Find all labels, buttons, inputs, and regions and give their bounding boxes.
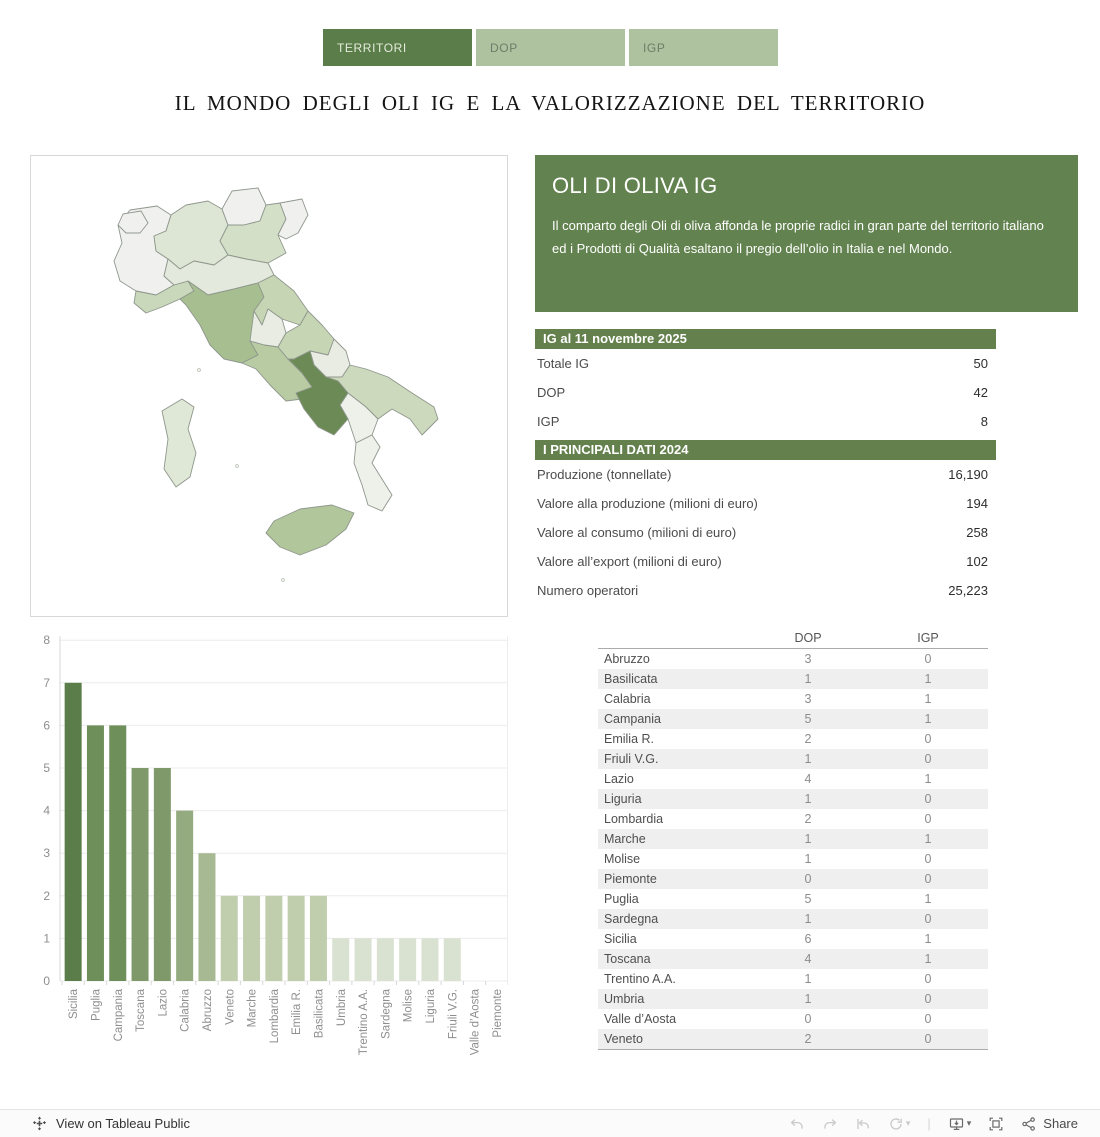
cell-dop: 4 (804, 952, 812, 966)
share-button[interactable] (1021, 1116, 1078, 1132)
stat-value: 42 (973, 385, 988, 400)
x-tick-label: Piemonte (491, 989, 504, 1038)
x-tick-label: Campania (112, 989, 125, 1042)
stat-value: 102 (966, 554, 988, 569)
table-row[interactable] (598, 849, 988, 869)
section-header-ig: IG al 11 novembre 2025 (535, 329, 996, 349)
cell-igp: 1 (924, 832, 932, 846)
table-row[interactable] (598, 1009, 988, 1029)
cell-region: Veneto (604, 1032, 643, 1046)
section-header-dati: I PRINCIPALI DATI 2024 (535, 440, 996, 460)
info-panel-body: Il comparto degli Oli di oliva affonda le proprie radici in gran parte del territorio italiano ed i Prodotti di Qualità esaltano il pregio dell’olio in Italia e nel Mondo. (552, 218, 1044, 257)
tab-igp[interactable]: IGP (629, 29, 778, 66)
fullscreen-button[interactable] (988, 1116, 1004, 1132)
x-tick-label: Valle d’Aosta (469, 989, 482, 1056)
replay-icon (855, 1116, 871, 1132)
cell-dop: 5 (804, 712, 812, 726)
refresh-caret-icon: ▾ (905, 1118, 911, 1128)
replay-button[interactable] (855, 1116, 871, 1132)
cell-region: Friuli V.G. (604, 752, 659, 766)
map-small-island (197, 368, 200, 371)
toolbar-separator: | (927, 1116, 931, 1131)
redo-button[interactable] (822, 1116, 838, 1132)
bar-sardegna[interactable] (377, 938, 394, 981)
table-row[interactable] (598, 949, 988, 969)
table-row[interactable] (598, 689, 988, 709)
table-row[interactable] (598, 749, 988, 769)
x-tick-label: Umbria (335, 989, 348, 1027)
cell-region: Emilia R. (604, 732, 655, 746)
x-tick-label: Marche (246, 989, 259, 1028)
undo-icon (789, 1116, 805, 1132)
cell-region: Sardegna (604, 912, 659, 926)
table-row[interactable] (598, 669, 988, 689)
cell-igp: 1 (924, 712, 932, 726)
cell-region: Puglia (604, 892, 639, 906)
cell-region: Lombardia (604, 812, 664, 826)
toolbar-buttons (789, 1116, 1078, 1132)
cell-igp: 0 (924, 1032, 932, 1046)
cell-dop: 1 (804, 832, 812, 846)
cell-igp: 0 (924, 752, 932, 766)
x-tick-label: Sardegna (380, 989, 393, 1039)
stat-row[interactable] (535, 489, 996, 518)
cell-igp: 1 (924, 672, 932, 686)
cell-igp: 0 (924, 972, 932, 986)
table-row[interactable] (598, 709, 988, 729)
x-tick-label: Lazio (157, 989, 170, 1017)
cell-region: Basilicata (604, 672, 658, 686)
bar-toscana[interactable] (132, 768, 149, 981)
region-table-body (598, 649, 988, 1050)
bar-veneto[interactable] (221, 896, 238, 981)
column-header-dop: DOP (794, 631, 822, 645)
cell-dop: 2 (804, 812, 812, 826)
stat-label: Valore all’export (milioni di euro) (537, 554, 722, 569)
x-tick-label: Lombardia (268, 989, 281, 1044)
map-small-island (281, 578, 284, 581)
cell-region: Sicilia (604, 932, 637, 946)
stat-label: Numero operatori (537, 583, 639, 598)
stat-value: 194 (966, 496, 988, 511)
x-tick-label: Emilia R. (291, 989, 304, 1036)
stat-row[interactable] (535, 576, 996, 605)
cell-region: Molise (604, 852, 641, 866)
cell-dop: 1 (804, 752, 812, 766)
undo-button[interactable] (789, 1116, 805, 1132)
bar-campania[interactable] (109, 725, 126, 981)
y-tick-label: 3 (43, 846, 50, 861)
table-row[interactable] (598, 989, 988, 1009)
bar-calabria[interactable] (176, 811, 193, 981)
stat-label: Valore al consumo (milioni di euro) (537, 525, 737, 540)
table-row[interactable] (598, 729, 988, 749)
italy-map-card (30, 155, 508, 617)
cell-igp: 0 (924, 812, 932, 826)
stat-row[interactable] (535, 547, 996, 576)
x-tick-label: Puglia (90, 989, 103, 1021)
table-row[interactable] (598, 829, 988, 849)
table-row[interactable] (598, 889, 988, 909)
info-panel-heading: OLI DI OLIVA IG (552, 173, 718, 198)
table-row[interactable] (598, 1029, 988, 1049)
cell-igp: 1 (924, 952, 932, 966)
toolbar (0, 1109, 1100, 1137)
cell-igp: 0 (924, 852, 932, 866)
stat-value: 16,190 (948, 467, 988, 482)
region-table (598, 628, 988, 1050)
cell-region: Toscana (604, 952, 651, 966)
bar-sicilia[interactable] (65, 683, 82, 981)
cell-dop: 2 (804, 1032, 812, 1046)
refresh-button[interactable] (888, 1116, 911, 1132)
x-tick-label: Liguria (424, 989, 437, 1024)
cell-region: Trentino A.A. (604, 972, 676, 986)
bar-liguria[interactable] (421, 938, 438, 981)
map-region-toscana[interactable] (180, 281, 264, 363)
bar-puglia[interactable] (87, 725, 104, 981)
tab-dop[interactable]: DOP (476, 29, 625, 66)
column-header-igp: IGP (917, 631, 939, 645)
bar-umbria[interactable] (332, 938, 349, 981)
bar-lombardia[interactable] (265, 896, 282, 981)
cell-dop: 6 (804, 932, 812, 946)
share-label: Share (1043, 1116, 1078, 1131)
stat-label: Valore alla produzione (milioni di euro) (537, 496, 758, 511)
y-tick-label: 5 (43, 761, 50, 775)
cell-region: Liguria (604, 792, 642, 806)
table-row[interactable] (598, 789, 988, 809)
x-tick-label: Sicilia (68, 989, 81, 1020)
x-tick-label: Trentino A.A. (358, 989, 371, 1056)
stat-row[interactable] (535, 349, 996, 378)
stat-label: DOP (537, 385, 566, 400)
x-tick-label: Abruzzo (201, 989, 214, 1032)
stat-value: 25,223 (948, 583, 988, 598)
cell-region: Umbria (604, 992, 645, 1006)
cell-dop: 1 (804, 672, 812, 686)
table-row[interactable] (598, 649, 988, 669)
cell-igp: 1 (924, 772, 932, 786)
y-tick-label: 4 (43, 803, 50, 818)
cell-dop: 5 (804, 892, 812, 906)
cell-region: Piemonte (604, 872, 657, 886)
stat-label: Produzione (tonnellate) (537, 467, 672, 482)
cell-dop: 3 (804, 652, 812, 666)
cell-igp: 0 (924, 1012, 932, 1026)
page-title: IL MONDO DEGLI OLI IG E LA VALORIZZAZIONE DEL TERRITORIO (174, 91, 926, 115)
region-table-header (598, 628, 988, 649)
italy-choropleth-map (31, 156, 507, 616)
share-icon (1021, 1116, 1037, 1132)
y-tick-label: 6 (43, 718, 50, 733)
cell-dop: 1 (804, 792, 812, 806)
cell-igp: 0 (924, 872, 932, 886)
cell-dop: 3 (804, 692, 812, 706)
tab-bar (323, 29, 778, 66)
cell-region: Calabria (604, 692, 651, 706)
cell-dop: 1 (804, 972, 812, 986)
stat-row[interactable] (535, 460, 996, 489)
table-row[interactable] (598, 969, 988, 989)
x-tick-label: Molise (402, 989, 415, 1023)
table-row[interactable] (598, 929, 988, 949)
cell-dop: 0 (804, 1012, 812, 1026)
cell-dop: 0 (804, 872, 812, 886)
table-row[interactable] (598, 809, 988, 829)
cell-dop: 2 (804, 732, 812, 746)
bar-molise[interactable] (399, 938, 416, 981)
table-row[interactable] (598, 769, 988, 789)
redo-icon (822, 1116, 838, 1132)
cell-region: Marche (604, 832, 646, 846)
y-tick-label: 2 (43, 888, 50, 903)
stat-row[interactable] (535, 518, 996, 547)
cell-dop: 1 (804, 912, 812, 926)
bar-lazio[interactable] (154, 768, 171, 981)
map-region-trentino-a-a-[interactable] (222, 188, 266, 225)
cell-igp: 1 (924, 692, 932, 706)
stat-label: Totale IG (537, 356, 590, 371)
dati-stats (535, 460, 996, 605)
cell-igp: 0 (924, 792, 932, 806)
bar-trentino-a-a-[interactable] (355, 938, 372, 981)
y-tick-label: 1 (43, 931, 50, 946)
view-on-tableau-public-link[interactable] (32, 1116, 789, 1131)
cell-igp: 0 (924, 652, 932, 666)
stat-row[interactable] (535, 378, 996, 407)
stat-value: 258 (966, 525, 988, 540)
cell-igp: 0 (924, 992, 932, 1006)
cell-dop: 4 (804, 772, 812, 786)
y-tick-label: 0 (43, 974, 50, 988)
table-row[interactable] (598, 909, 988, 929)
bar-basilicata[interactable] (310, 896, 327, 981)
tab-territori[interactable]: TERRITORI (323, 29, 472, 66)
map-region-sicilia[interactable] (266, 505, 354, 555)
stat-label: IGP (537, 414, 560, 429)
fullscreen-icon (988, 1116, 1004, 1132)
x-tick-label: Calabria (179, 989, 192, 1032)
stat-value: 50 (973, 356, 988, 371)
download-caret-icon: ▾ (966, 1118, 972, 1128)
stat-row[interactable] (535, 407, 996, 436)
download-button[interactable] (948, 1116, 972, 1132)
cell-igp: 0 (924, 912, 932, 926)
ig-stats (535, 349, 996, 436)
cell-region: Lazio (604, 772, 634, 786)
bar-abruzzo[interactable] (198, 853, 215, 981)
cell-dop: 1 (804, 992, 812, 1006)
cell-region: Abruzzo (604, 652, 650, 666)
tableau-logo-icon (32, 1116, 47, 1131)
x-tick-label: Veneto (224, 989, 237, 1025)
cell-dop: 1 (804, 852, 812, 866)
bar-friuli-v-g-[interactable] (444, 938, 461, 981)
stat-value: 8 (980, 414, 988, 429)
map-region-marche[interactable] (254, 275, 308, 325)
refresh-icon (888, 1116, 904, 1132)
map-region-calabria[interactable] (354, 435, 392, 511)
bar-emilia-r-[interactable] (288, 896, 305, 981)
cell-igp: 0 (924, 732, 932, 746)
cell-igp: 1 (924, 932, 932, 946)
download-icon (948, 1116, 965, 1132)
right-column (535, 155, 1078, 605)
x-tick-label: Friuli V.G. (447, 989, 460, 1040)
y-tick-label: 8 (43, 633, 50, 648)
table-row[interactable] (598, 869, 988, 889)
view-on-tableau-public-label: View on Tableau Public (56, 1116, 190, 1131)
cell-region: Valle d’Aosta (604, 1012, 677, 1026)
y-tick-label: 7 (43, 675, 50, 690)
x-tick-label: Toscana (135, 989, 148, 1032)
x-tick-label: Basilicata (313, 989, 326, 1039)
cell-igp: 1 (924, 892, 932, 906)
cell-region: Campania (604, 712, 661, 726)
ig-per-region-bar-chart (30, 632, 508, 1077)
map-small-island (235, 464, 238, 467)
map-region-sardegna[interactable] (162, 399, 196, 487)
bar-marche[interactable] (243, 896, 260, 981)
info-panel (535, 155, 1078, 312)
